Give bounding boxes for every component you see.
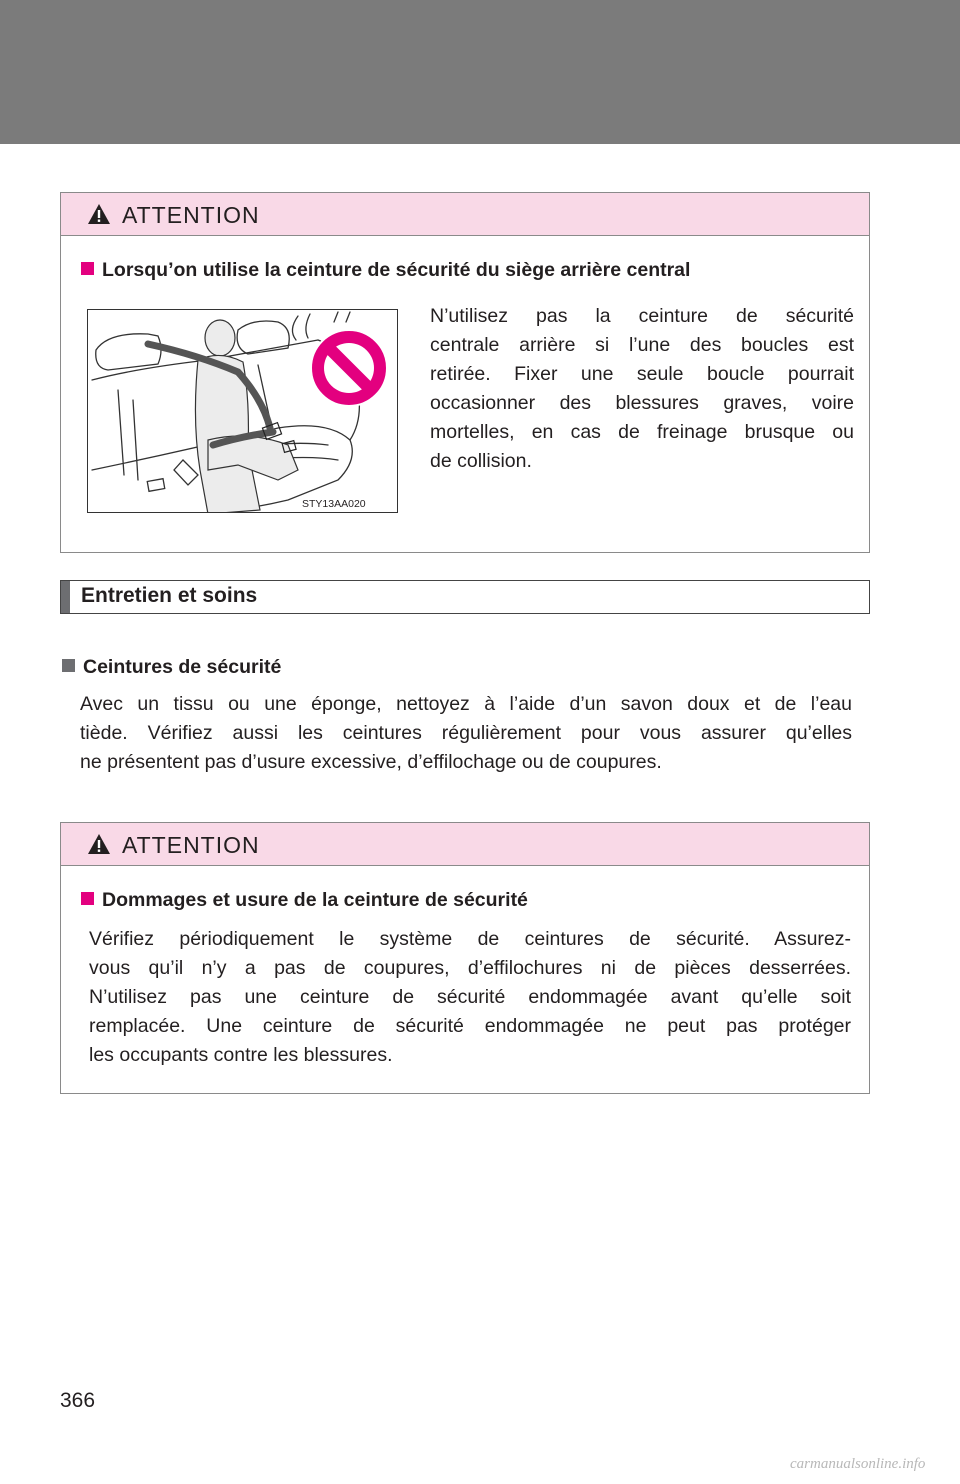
- warning-box-belt-damage: [60, 822, 870, 1094]
- text-line: Avec un tissu ou une éponge, nettoyez à l’aide d’un savon doux et de l’eau: [80, 693, 852, 715]
- text-line: tiède. Vérifiez aussi les ceintures régulièrement pour vous assurer qu’elles: [80, 722, 852, 744]
- illustration-code: STY13AA020: [302, 498, 366, 510]
- care-subheading-text: Ceintures de sécurité: [83, 656, 282, 678]
- rear-seat-illustration: [88, 310, 398, 513]
- text-line: remplacée. Une ceinture de sécurité endommagée ne peut pas protéger: [89, 1015, 851, 1037]
- warning-header: [61, 193, 869, 236]
- section-title: Entretien et soins: [81, 584, 258, 607]
- warning-title: ATTENTION: [122, 202, 260, 228]
- warning-subheading: [81, 259, 861, 282]
- text-line: retirée. Fixer une seule boucle pourrait: [430, 363, 854, 385]
- warning-header: [61, 823, 869, 866]
- warning-title: ATTENTION: [122, 832, 260, 858]
- rear-seat-belt-illustration: [87, 309, 398, 513]
- square-bullet-icon: [81, 262, 94, 275]
- warning-text: [430, 302, 854, 476]
- square-bullet-icon: [62, 659, 75, 672]
- care-text: [80, 690, 852, 777]
- page-number: 366: [60, 1389, 96, 1412]
- warning-subheading-text: Dommages et usure de la ceinture de sécurité: [102, 889, 528, 911]
- text-line: les occupants contre les blessures.: [89, 1044, 393, 1066]
- square-bullet-icon: [81, 892, 94, 905]
- text-line: ne présentent pas d’usure excessive, d’effilochage ou de coupures.: [80, 751, 662, 773]
- section-accent: [61, 581, 70, 613]
- page-header-bar: [0, 0, 960, 144]
- text-line: mortelles, en cas de freinage brusque ou: [430, 421, 854, 443]
- warning-triangle-icon: [87, 203, 111, 225]
- text-line: N’utilisez pas une ceinture de sécurité endommagée avant qu’elle soit: [89, 986, 851, 1008]
- text-line: Vérifiez périodiquement le système de ceintures de sécurité. Assurez-: [89, 928, 851, 950]
- text-line: de collision.: [430, 450, 532, 472]
- prohibition-icon: [311, 330, 387, 406]
- text-line: N’utilisez pas la ceinture de sécurité: [430, 305, 854, 327]
- warning-triangle-icon: [87, 833, 111, 855]
- watermark: carmanualsonline.info: [790, 1456, 926, 1472]
- text-line: centrale arrière si l’une des boucles est: [430, 334, 854, 356]
- section-heading: [60, 580, 870, 614]
- text-line: occasionner des blessures graves, voire: [430, 392, 854, 414]
- warning-subheading-text: Lorsqu’on utilise la ceinture de sécurité du siège arrière central: [102, 259, 691, 281]
- text-line: vous qu’il n’y a pas de coupures, d’effilochures ni de pièces desserrées.: [89, 957, 851, 979]
- warning-subheading: [81, 889, 528, 912]
- care-subheading: [62, 656, 281, 679]
- warning-text: [89, 925, 851, 1070]
